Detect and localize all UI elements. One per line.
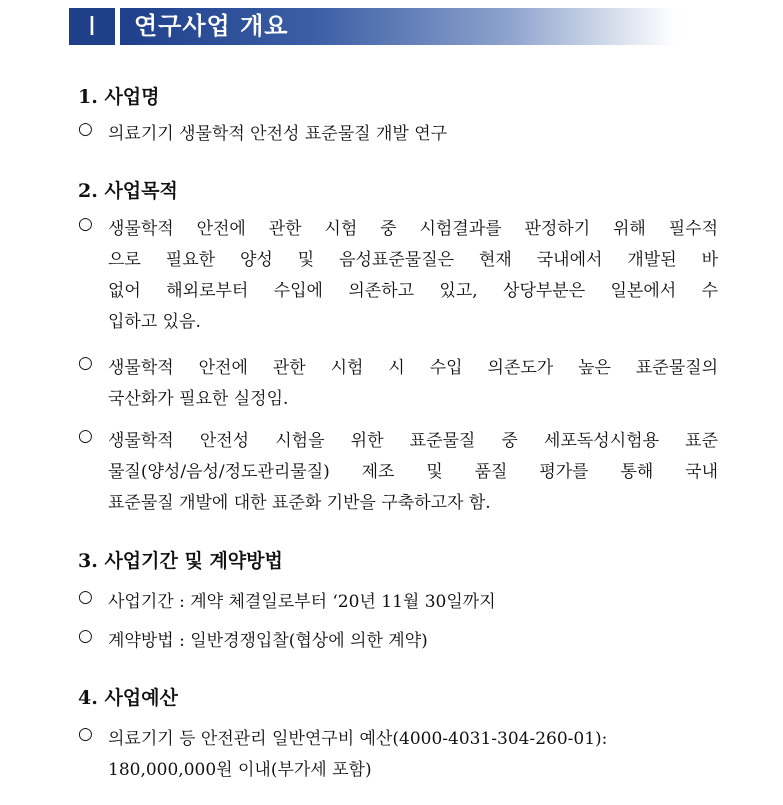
item-line: 의료기기 등 안전관리 일반연구비 예산(4000-4031-304-260-01): <box>108 729 608 749</box>
item-line: 의료기기 생물학적 안전성 표준물질 개발 연구 <box>108 124 448 144</box>
item-line: 없어 해외로부터 수입에 의존하고 있고, 상당부분은 일본에서 수 <box>108 281 718 301</box>
section-heading-4: 4. 사업예산 <box>78 687 178 709</box>
section-heading-1: 1. 사업명 <box>78 86 160 108</box>
item-line: 생물학적 안전성 시험을 위한 표준물질 중 세포독성시험용 표준 <box>108 431 718 451</box>
bullet-icon: ○ <box>78 587 93 607</box>
item-line: 물질(양성/음성/정도관리물질) 제조 및 품질 평가를 통해 국내 <box>108 462 718 482</box>
item-line: 계약방법 : 일반경쟁입찰(협상에 의한 계약) <box>108 631 428 651</box>
list-item <box>78 426 718 519</box>
section-heading-2: 2. 사업목적 <box>78 180 178 202</box>
page-title: 연구사업 개요 <box>134 12 289 40</box>
list-item <box>78 587 718 618</box>
title-bar <box>120 8 675 45</box>
bullet-icon: ○ <box>78 353 93 373</box>
item-line: 국산화가 필요한 실정임. <box>108 389 289 409</box>
bullet-icon: ○ <box>78 119 93 139</box>
list-item <box>78 724 718 786</box>
bullet-icon: ○ <box>78 426 93 446</box>
item-line: 180,000,000원 이내(부가세 포함) <box>108 760 372 780</box>
list-item <box>78 214 718 338</box>
list-item <box>78 626 718 657</box>
roman-numeral-badge: Ⅰ <box>69 8 115 45</box>
section-header <box>69 8 675 45</box>
item-line: 표준물질 개발에 대한 표준화 기반을 구축하고자 함. <box>108 493 491 513</box>
bullet-icon: ○ <box>78 214 93 234</box>
item-line: 생물학적 안전에 관한 시험 중 시험결과를 판정하기 위해 필수적 <box>108 219 718 239</box>
list-item <box>78 119 718 150</box>
bullet-icon: ○ <box>78 724 93 744</box>
list-item <box>78 353 718 415</box>
item-line: 입하고 있음. <box>108 312 201 332</box>
item-line: 사업기간 : 계약 체결일로부터 ‘20년 11월 30일까지 <box>108 592 496 612</box>
item-line: 으로 필요한 양성 및 음성표준물질은 현재 국내에서 개발된 바 <box>108 250 718 270</box>
item-line: 생물학적 안전에 관한 시험 시 수입 의존도가 높은 표준물질의 <box>108 358 718 378</box>
section-heading-3: 3. 사업기간 및 계약방법 <box>78 550 283 572</box>
bullet-icon: ○ <box>78 626 93 646</box>
